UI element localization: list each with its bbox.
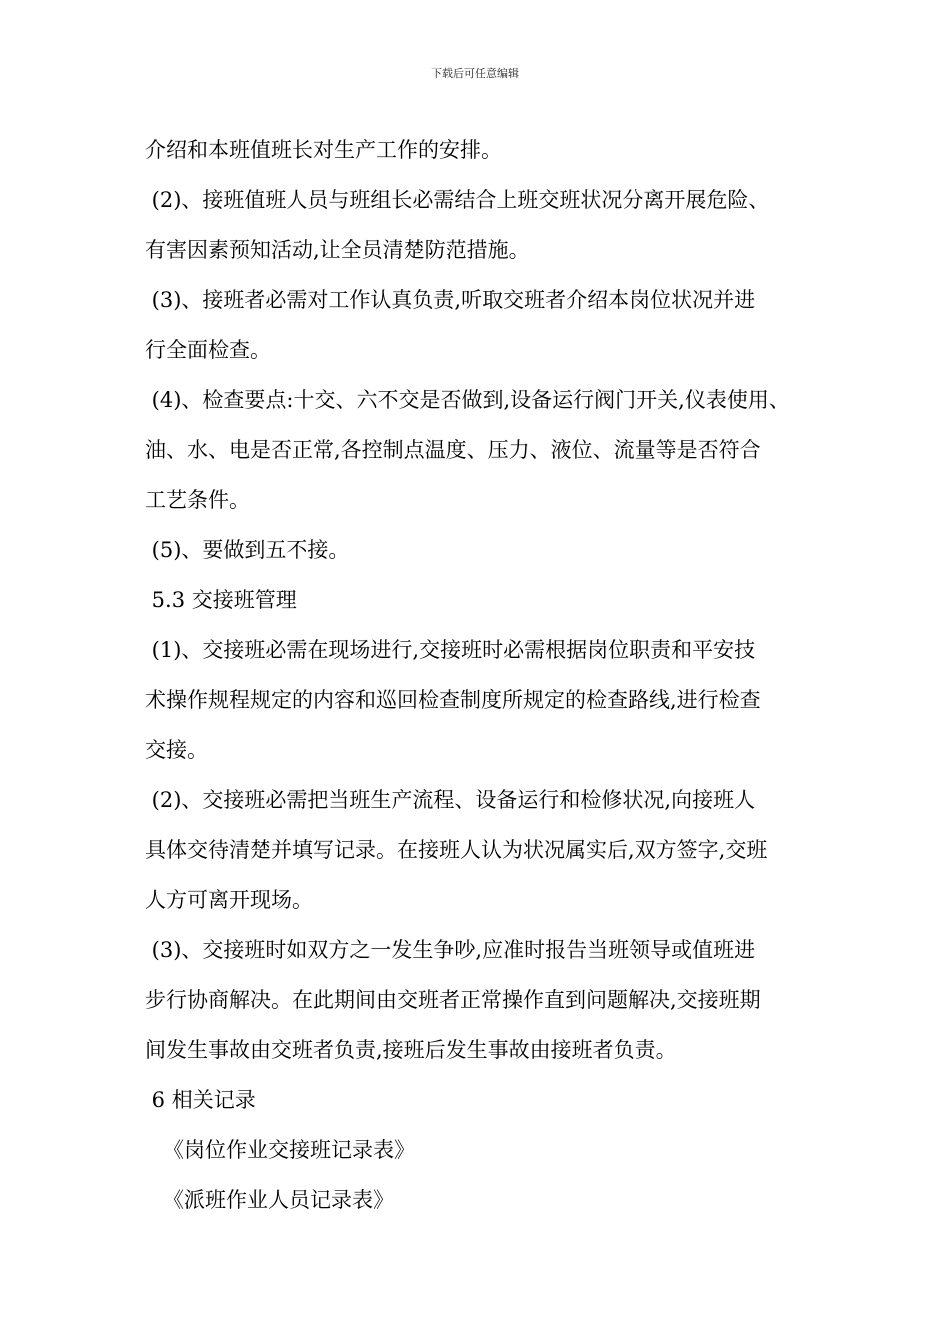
text-line: (3)、接班者必需对工作认真负责,听取交班者介绍本岗位状况并进: [145, 288, 756, 312]
text-line: 工艺条件。: [145, 488, 250, 512]
record-form-title: 《派班作业人员记录表》: [163, 1188, 394, 1212]
text-line: 油、水、电是否正常,各控制点温度、压力、液位、流量等是否符合: [145, 438, 761, 462]
text-line: (5)、要做到五不接。: [145, 538, 350, 562]
text-line: (1)、交接班必需在现场进行,交接班时必需根据岗位职责和平安技: [145, 638, 756, 662]
text-line: 间发生事故由交班者负责,接班后发生事故由接班者负责。: [145, 1038, 677, 1062]
record-form-title: 《岗位作业交接班记录表》: [163, 1138, 415, 1162]
text-line: 步行协商解决。在此期间由交班者正常操作直到问题解决,交接班期: [145, 988, 761, 1012]
section-heading: 5.3 交接班管理: [145, 588, 297, 612]
text-line: 术操作规程规定的内容和巡回检查制度所规定的检查路线,进行检查: [145, 688, 761, 712]
text-line: (2)、接班值班人员与班组长必需结合上班交班状况分离开展危险、: [145, 188, 770, 212]
text-line: (3)、交接班时如双方之一发生争吵,应准时报告当班领导或值班进: [145, 938, 756, 962]
text-line: (4)、检查要点:十交、六不交是否做到,设备运行阀门开关,仪表使用、: [145, 388, 790, 412]
text-line: 介绍和本班值班长对生产工作的安排。: [145, 138, 502, 162]
text-line: 交接。: [145, 738, 208, 762]
text-line: 有害因素预知活动,让全员清楚防范措施。: [145, 238, 530, 262]
text-line: 具体交待清楚并填写记录。在接班人认为状况属实后,双方签字,交班: [145, 838, 768, 862]
text-line: (2)、交接班必需把当班生产流程、设备运行和检修状况,向接班人: [145, 788, 756, 812]
page-header-note: 下载后可任意编辑: [431, 67, 519, 80]
document-body: [145, 130, 820, 1230]
text-line: 人方可离开现场。: [145, 888, 313, 912]
text-line: 行全面检查。: [145, 338, 271, 362]
section-heading: 6 相关记录: [145, 1088, 256, 1112]
